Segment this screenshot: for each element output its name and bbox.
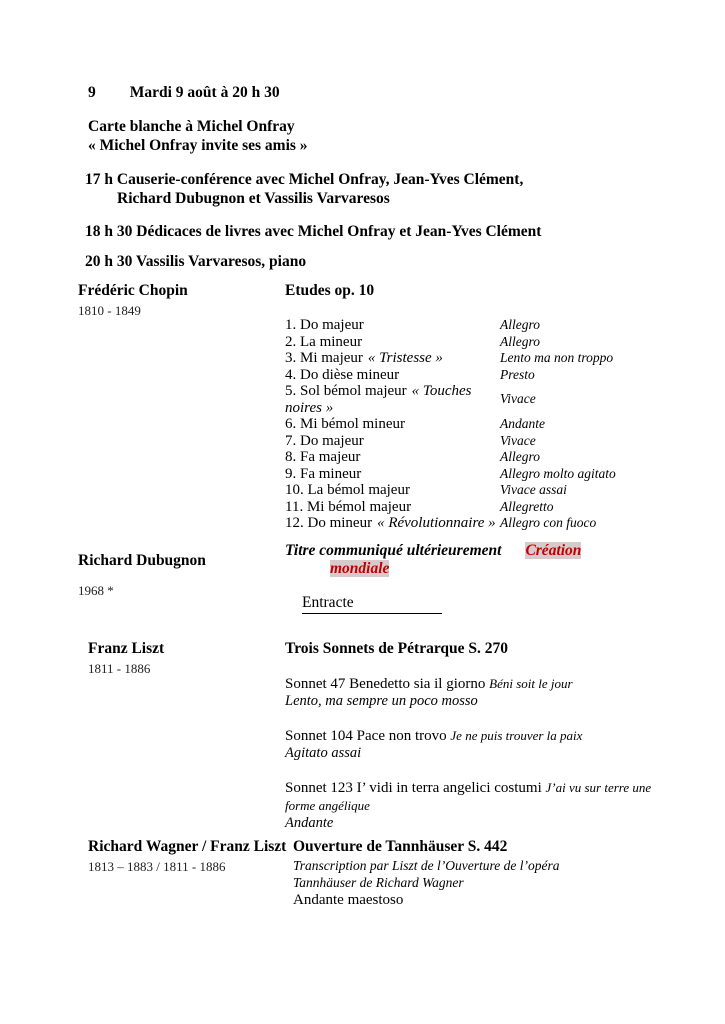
etude-subtitle: « Touches noires » [285, 383, 472, 416]
sonnet-tempo: Andante [285, 815, 334, 831]
sonnet-tempo: Agitato assai [285, 745, 362, 761]
work-description: Transcription par Liszt de l’Ouverture de l’opéra Tannhäuser de Richard Wagner [293, 858, 560, 890]
etude-name: 6. Mi bémol mineur [285, 416, 405, 432]
composer-name: Richard Wagner / Franz Liszt [88, 838, 287, 855]
etude-name: 12. Do mineur [285, 515, 373, 531]
etude-tempo: Vivace [500, 432, 536, 448]
etude-tempo: Allegro [500, 333, 540, 349]
etude-row [285, 466, 650, 483]
composer-block-wagner-liszt [88, 838, 286, 875]
entracte-label: Entracte [302, 594, 442, 614]
concert-number: 9 [88, 84, 96, 101]
etude-tempo: Allegro con fuoco [500, 515, 597, 530]
etude-tempo: Andante [500, 416, 545, 431]
composer-dates: 1813 – 1883 / 1811 - 1886 [88, 859, 226, 874]
sonnet-item [285, 727, 675, 762]
etude-name: 2. La mineur [285, 333, 363, 350]
etude-row [285, 449, 650, 466]
premiere-badge: Création mondiale [330, 542, 582, 577]
work-tempo: Andante maestoso [293, 892, 404, 908]
etude-title [285, 367, 500, 384]
sonnet-title-line [285, 779, 675, 815]
etude-title [285, 466, 500, 483]
etude-tempo: Lento ma non troppo [500, 350, 614, 365]
intro-block [88, 118, 308, 155]
etude-tempo: Vivace assai [500, 482, 567, 497]
etude-title [285, 317, 500, 334]
etude-title [285, 433, 500, 450]
etude-tempo: Allegro [500, 317, 540, 332]
etude-name: 10. La bémol majeur [285, 482, 410, 498]
work-title: Titre communiqué ultérieurement [285, 542, 502, 559]
intro-title: Carte blanche à Michel Onfray [88, 118, 295, 135]
schedule-line: 17 h Causerie-conférence avec Michel Onfray, Jean-Yves Clément, [85, 171, 524, 188]
page-header [88, 84, 280, 102]
sonnet-title-line [285, 675, 675, 693]
concert-date: Mardi 9 août à 20 h 30 [129, 84, 280, 101]
work-block-dubugnon [285, 542, 597, 577]
etude-title [285, 334, 500, 351]
etude-name: 11. Mi bémol majeur [285, 498, 412, 515]
etude-name: 4. Do dièse mineur [285, 366, 400, 383]
work-block-liszt [285, 640, 675, 832]
composer-dates: 1811 - 1886 [88, 661, 151, 676]
etude-row [285, 317, 650, 334]
etude-row [285, 367, 650, 384]
schedule-item-20h30: 20 h 30 Vassilis Varvaresos, piano [85, 253, 307, 270]
etude-title [285, 416, 500, 433]
composer-dates: 1810 - 1849 [78, 303, 141, 318]
etude-row [285, 350, 650, 367]
sonnet-translation: Béni soit le jour [489, 676, 573, 691]
etude-title [285, 482, 500, 499]
etude-tempo: Allegro [500, 449, 540, 464]
etude-row [285, 433, 650, 450]
work-title: Trois Sonnets de Pétrarque S. 270 [285, 640, 509, 657]
schedule-line-continuation: Richard Dubugnon et Vassilis Varvaresos [117, 190, 390, 207]
work-block-chopin [285, 282, 650, 532]
etude-title [285, 499, 500, 516]
sonnet-translation: J’ai vu sur terre une forme angélique [285, 780, 652, 813]
etude-row [285, 334, 650, 351]
composer-dates: 1968 * [78, 583, 114, 598]
schedule-item-17h [85, 170, 523, 208]
sonnet-title: Sonnet 47 Benedetto sia il giorno [285, 676, 486, 692]
sonnet-tempo: Lento, ma sempre un poco mosso [285, 693, 478, 709]
etude-subtitle: « Révolutionnaire » [377, 515, 496, 531]
etude-name: 5. Sol bémol majeur [285, 383, 407, 399]
work-block-wagner-liszt [293, 838, 611, 909]
composer-block-dubugnon [78, 552, 206, 599]
composer-name: Frédéric Chopin [78, 282, 188, 299]
etude-name: 3. Mi majeur [285, 350, 363, 366]
etude-name: 8. Fa majeur [285, 449, 361, 465]
sonnet-translation: Je ne puis trouver la paix [450, 728, 583, 743]
etude-tempo: Presto [500, 366, 535, 382]
sonnet-title: Sonnet 123 I’ vidi in terra angelici costumi [285, 780, 542, 796]
sonnet-title-line [285, 727, 675, 745]
etude-title [285, 515, 500, 532]
sonnet-item [285, 675, 675, 710]
composer-name: Franz Liszt [88, 640, 165, 657]
schedule-item-18h30: 18 h 30 Dédicaces de livres avec Michel Onfray et Jean-Yves Clément [85, 223, 542, 240]
etude-row [285, 383, 650, 416]
etude-tempo: Allegro molto agitato [500, 465, 616, 481]
etude-title [285, 350, 500, 367]
etude-list [285, 317, 650, 532]
etude-row [285, 416, 650, 433]
etude-name: 9. Fa mineur [285, 465, 362, 482]
etude-title [285, 449, 500, 466]
etude-subtitle: « Tristesse » [367, 350, 443, 366]
etude-tempo: Vivace [500, 391, 536, 407]
etude-row [285, 515, 650, 532]
work-title: Etudes op. 10 [285, 282, 375, 299]
etude-name: 7. Do majeur [285, 432, 364, 449]
composer-name: Richard Dubugnon [78, 552, 206, 569]
sonnet-item [285, 779, 675, 832]
etude-tempo: Allegretto [500, 498, 554, 514]
etude-title [285, 383, 500, 416]
etude-row [285, 482, 650, 499]
sonnet-title: Sonnet 104 Pace non trovo [285, 728, 447, 744]
composer-block-liszt [88, 640, 164, 677]
etude-name: 1. Do majeur [285, 317, 364, 333]
work-title: Ouverture de Tannhäuser S. 442 [293, 838, 508, 855]
intro-subtitle: « Michel Onfray invite ses amis » [88, 136, 308, 154]
etude-row [285, 499, 650, 516]
composer-block-chopin [78, 282, 188, 319]
